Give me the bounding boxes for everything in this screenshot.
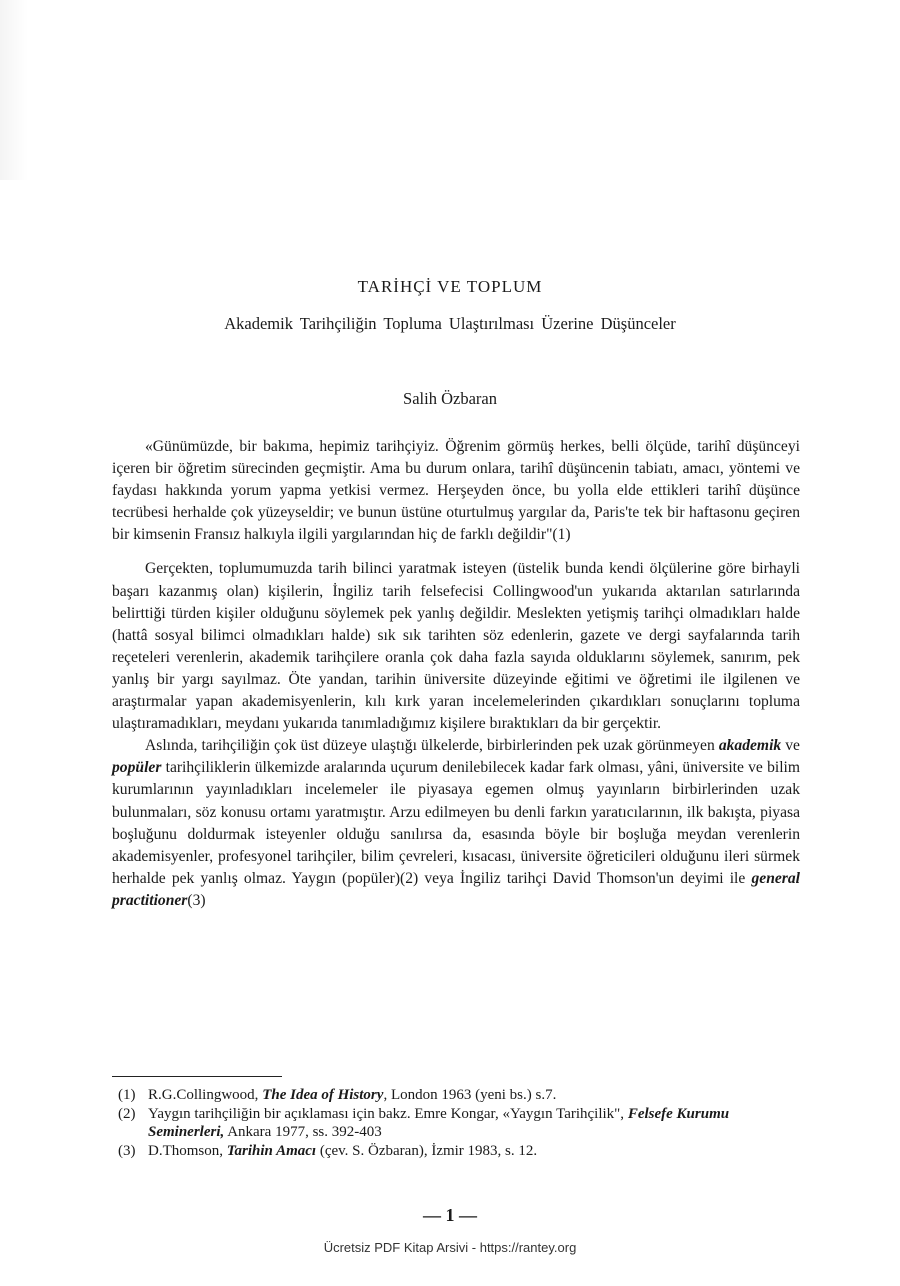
footnote-text: D.Thomson,: [148, 1142, 227, 1159]
scan-edge-shadow: [0, 0, 28, 180]
emphasis-akademik: akademik: [718, 737, 782, 755]
paragraph-3-text: Aslında, tarihçiliğin çok üst düzeye ulaştığı ülkelerde, birbirlerinden pek uzak görünmeyen: [145, 737, 719, 755]
footnote-text: (çev. S. Özbaran), İzmir 1983, s. 12.: [316, 1142, 538, 1159]
footnote-text: Ankara 1977, ss. 392-403: [224, 1124, 382, 1140]
article-title: TARİHÇİ VE TOPLUM: [357, 277, 543, 296]
footnote-2: [118, 1105, 808, 1142]
footnote-text: , London 1963 (yeni bs.) s.7.: [383, 1087, 557, 1103]
footnote-number: (1): [118, 1087, 136, 1103]
article-body: [112, 436, 800, 912]
paragraph-3-text: (3): [187, 891, 206, 909]
footnote-number: (2): [118, 1105, 136, 1122]
article-author: Salih Özbaran: [403, 389, 497, 408]
article-subtitle: Akademik Tarihçiliğin Topluma Ulaştırılması Üzerine Düşünceler: [224, 314, 676, 333]
emphasis-general-practitioner: general practitioner: [112, 869, 800, 909]
paragraph-3: [112, 735, 800, 912]
footnote-text: R.G.Collingwood,: [148, 1087, 263, 1103]
footnote-title: Tarihin Amacı: [226, 1142, 317, 1159]
emphasis-populer: popüler: [112, 759, 162, 777]
paragraph-1: «Günümüzde, bir bakıma, hepimiz tarihçiyiz. Öğrenim görmüş herkes, belli ölçüde, tarihî düşünceyi içeren bir öğretim sürecinden geçmiştir. Ama bu durum onlara, tarihî düşüncenin tabiatı, amacı, yöntemi ve faydası hakkında yorum yapma yetkisi vermez. Herşeyden önce, bu yolla elde ettikleri tarihî düşünce tecrübesi herhalde çok yüzeyseldir; ve bunun üstüne oturtulmuş yargılar da, Paris'te tek bir haftasonu geçiren bir kimsenin Fransız halkıyla ilgili yargılarından hiç de farklı değildir"(1): [112, 438, 800, 544]
footnote-title: Felsefe Kurumu Seminerleri,: [148, 1105, 730, 1140]
footnote-text: Yaygın tarihçiliğin bir açıklaması için bakz. Emre Kongar, «Yaygın Tarihçilik",: [148, 1105, 628, 1122]
paragraph-3-text: tarihçiliklerin ülkemizde aralarında uçurum denilebilecek kadar fark olması, yâni, üniversite ve bilim kurumlarının yayınladıkları incelemeler ile piyasaya egemen olmuş yayınların birbirlerinden uzak bulunmaları, söz konusu ortamı yaratmıştır. Arzu edilmeyen bu denli farkın yaratıcılarının, ilk bakışta, piyasa boşluğunu doldurmak isteyenler olduğu sanılırsa da, esasında böyle bir boşluğa meydan verenlerin akademisyenler, profesyonel tarihçiler, bilim çevreleri, kısacası, üniversite öğreticileri olduğunu ileri sürmek herhalde pek yanlış olmaz. Yaygın (popüler)(2) veya İngiliz tarihçi David Thomson'un deyimi ile: [112, 759, 800, 887]
paragraph-3-text: ve: [781, 737, 800, 755]
watermark-text: Ücretsiz PDF Kitap Arsivi - https://rantey.org: [323, 1240, 577, 1255]
footnote-number: (3): [118, 1142, 136, 1159]
paragraph-2: Gerçekten, toplumumuzda tarih bilinci yaratmak isteyen (üstelik bunda kendi ölçülerine göre birhayli başarı kazanmış olan) kişilerin, İngiliz tarih felsefecisi Collingwood'un yukarıda aktarılan satırlarında belirttiği türden kişiler olduğunu söylemek pek yanlış değildir. Meslekten yetişmiş tarihçi olmadıkları halde (hattâ sosyal bilimci olmadıkları halde) sık sık tarihten söz edenlerin, gazete ve dergi sayfalarında tarih reçeteleri verenlerin, akademik tarihçilere oranla çok daha fazla sayıda olduklarını söylemek, sanırım, pek yanlış bir yargı sayılmaz. Öte yandan, tarihin üniversite düzeyinde eğitimi ve öğretimi ile ilgilenen ve araştırmalar yapan akademisyenlerin, kılı kırk yaran incelemelerinden çıkardıkları sonuçlarını topluma ulaştıramadıkları, meydanı yukarıda tanımladığımız kişilere bıraktıkları da bir gerçektir.: [112, 560, 800, 733]
footnote-title: The Idea of History: [262, 1087, 384, 1103]
footnotes-list: [118, 1086, 808, 1160]
footnote-1: [118, 1086, 808, 1105]
footnote-3: [118, 1142, 808, 1161]
footnote-divider: [112, 1076, 282, 1077]
page-number: — 1 —: [423, 1205, 477, 1225]
